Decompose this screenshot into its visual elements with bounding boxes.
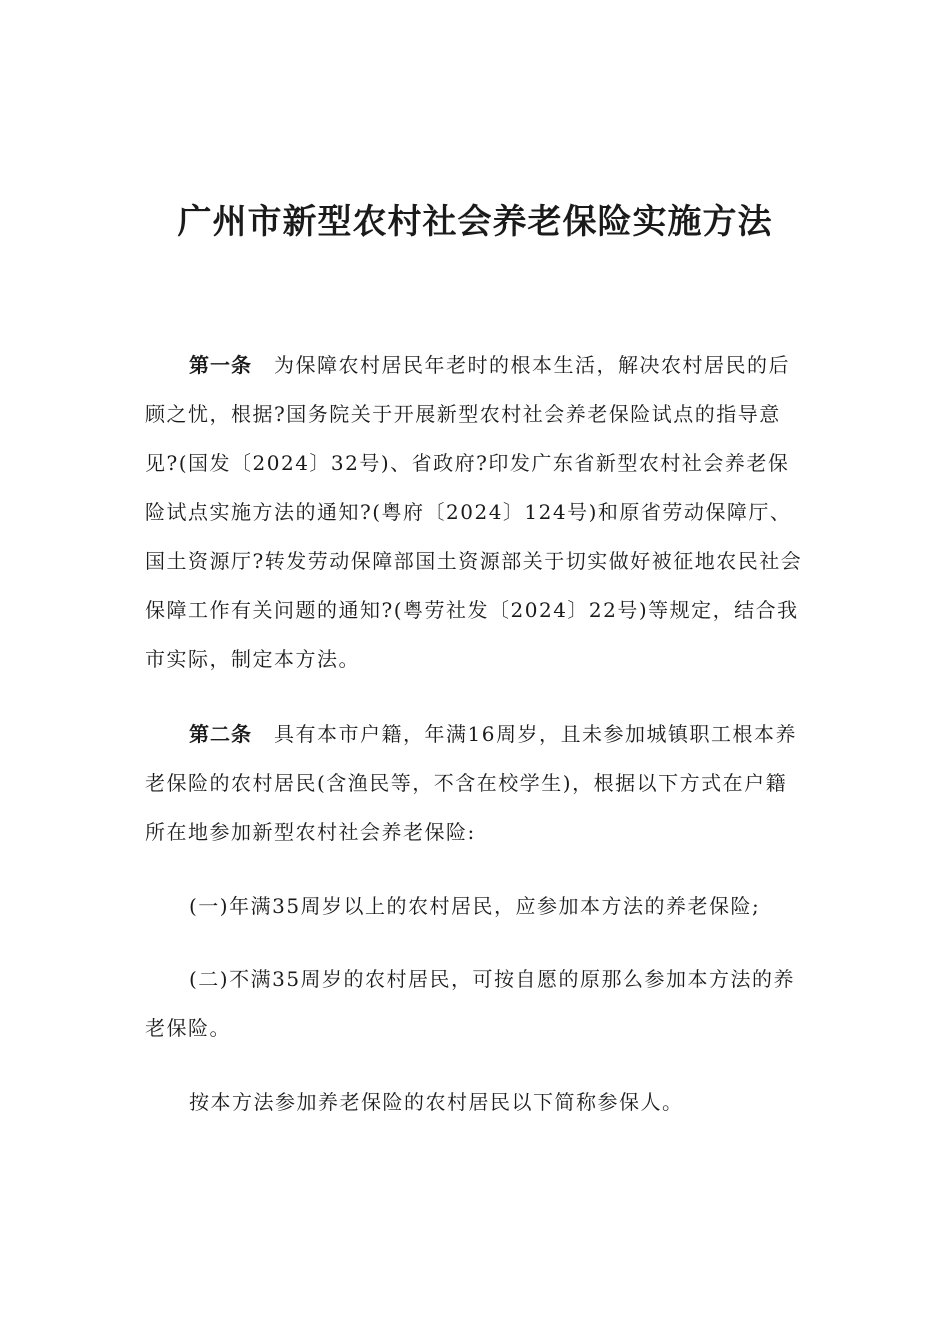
article-2-text: 具有本市户籍，年满16周岁，且未参加城镇职工根本养老保险的农村居民(含渔民等，不含在校学生)，根据以下方式在户籍所在地参加新型农村社会养老保险: [145,722,797,844]
article-2-note: 按本方法参加养老保险的农村居民以下简称参保人。 [189,1090,684,1114]
article-2-label: 第二条 [189,722,252,746]
article-1-label: 第一条 [189,353,252,377]
article-1-text: 为保障农村居民年老时的根本生活，解决农村居民的后顾之忧，根据?国务院关于开展新型农村社会养老保险试点的指导意见?(国发〔2024〕32号)、省政府?印发广东省新型农村社会养老保险试点实施方法的通知?(粤府〔2024〕124号)和原省劳动保障厅、国土资源厅?转发劳动保障部国土资源部关于切实做好被征地农民社会保障工作有关问题的通知?(粤劳社发〔2024〕22号)等规定，结合我市实际，制定本方法。 [145,353,803,671]
article-2-item-1: (一)年满35周岁以上的农村居民，应参加本方法的养老保险; [189,894,761,918]
article-1-paragraph [145,341,805,684]
document-title: 广州市新型农村社会养老保险实施方法 [177,202,773,242]
article-2-item-2: (二)不满35周岁的农村居民，可按自愿的原那么参加本方法的养老保险。 [145,967,796,1040]
article-2-paragraph [145,710,805,857]
